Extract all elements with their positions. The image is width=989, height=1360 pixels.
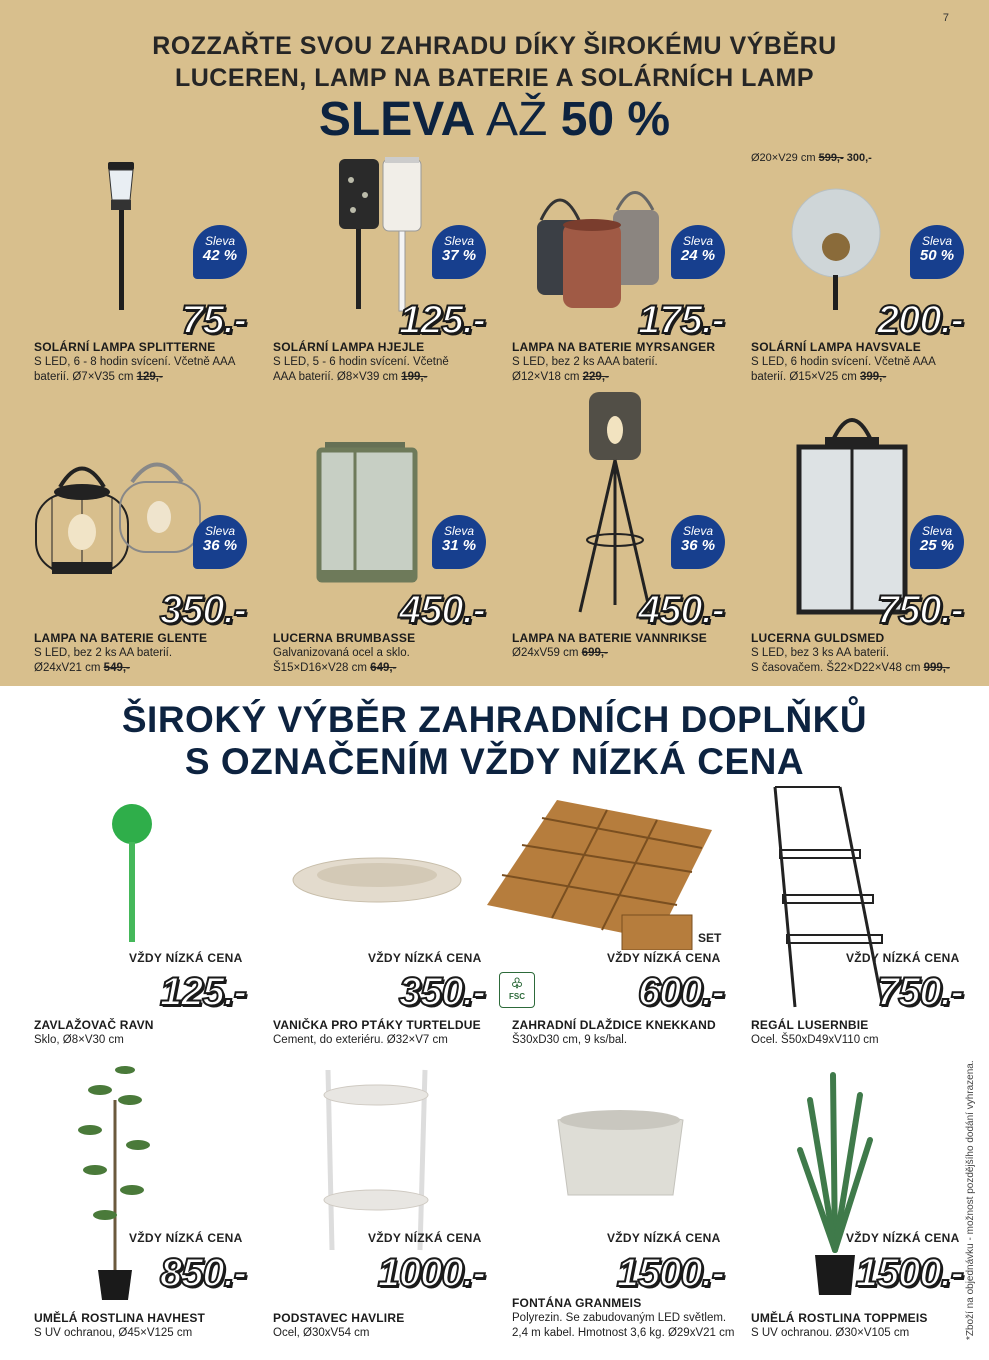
product-description [751,1033,989,1048]
original-price: 229,- [582,371,609,383]
discount-badge [671,515,725,569]
product-description [751,646,981,676]
sale-up-to: AŽ [475,93,561,146]
product-description-line-1: S LED, bez 2 ks AA baterií. [34,647,173,659]
product-name: LAMPA NA BATERIE MYRSANGER [512,340,716,354]
product-price: 1500.- [855,1251,963,1295]
discount-badge [910,515,964,569]
low-price-label: VŽDY NÍZKÁ CENA [368,1231,482,1245]
lantern-brumbasse-image [315,440,420,590]
product-description-line-2: Š15×D16×V28 cm [273,662,371,674]
discount-badge [193,225,247,279]
product-description-line-1: Cement, do exteriéru. Ø32×V7 cm [273,1034,448,1046]
product-description-line-1: Š30xD30 cm, 9 ks/bal. [512,1034,628,1046]
discount-badge-label: Sleva [204,234,236,248]
product-description-line-2: baterií. Ø7×V35 cm [34,371,137,383]
original-price: 399,- [860,371,887,383]
top-note [751,152,872,164]
lantern-guldsmed-image [795,405,910,615]
original-price: 699,- [581,647,608,659]
product-description [34,646,264,676]
discount-badge-label: Sleva [682,234,714,248]
sale-price: 75.- [181,298,246,342]
original-price: 649,- [370,662,397,674]
product-description [512,1311,752,1341]
discount-badge-percent: 36 % [202,537,238,554]
page-number: 7 [942,12,949,24]
discount-badge-percent: 25 % [919,537,955,554]
sale-price: 750.- [876,588,963,632]
section2-line-1: ŠIROKÝ VÝBĚR ZAHRADNÍCH DOPLŇKŮ [121,699,868,740]
original-price: 549,- [103,662,130,674]
product-name: ZAVLAŽOVAČ RAVN [34,1018,154,1032]
section2-line-2: S OZNAČENÍM VŽDY NÍZKÁ CENA [184,741,805,782]
product-description-line-1: Sklo, Ø8×V30 cm [34,1034,124,1046]
glass-globe-solar-lamp-image [790,185,885,315]
discount-badge [432,225,486,279]
plant-stand-image [320,1065,435,1255]
product-description-line-2: Ø24xV21 cm [34,662,104,674]
low-price-label: VŽDY NÍZKÁ CENA [846,1231,960,1245]
side-footnote: *Zboží na objednávku - možnost pozdějšího dodání vyhrazena. [965,1060,976,1340]
product-name: SOLÁRNÍ LAMPA HAVSVALE [751,340,921,354]
low-price-label: VŽDY NÍZKÁ CENA [846,951,960,965]
solar-lanterns-pair-image [335,155,430,315]
discount-badge [193,515,247,569]
discount-badge-label: Sleva [204,524,236,538]
tripod-lamp-vannrikse-image [575,390,655,615]
set-label: SET [698,931,722,945]
product-description [512,1033,752,1048]
discount-badge-percent: 50 % [919,247,955,264]
product-name: SOLÁRNÍ LAMPA HJEJLE [273,340,425,354]
sale-price: 200.- [876,298,963,342]
sale-price: 450.- [637,588,724,632]
product-description [273,646,503,676]
top-note-size: Ø20×V29 cm [751,152,819,164]
product-description-line-1: S LED, bez 2 ks AAA baterií. [512,356,658,368]
bird-bath-image [290,855,465,910]
product-description-line-1: Polyrezin. Se zabudovaným LED světlem. [512,1312,727,1324]
product-description-line-2: baterií. Ø15×V25 cm [751,371,860,383]
low-price-label: VŽDY NÍZKÁ CENA [368,951,482,965]
top-note-new-price: 300,- [843,152,872,164]
header-line-1: ROZZAŘTE SVOU ZAHRADU DÍKY ŠIROKÉMU VÝBĚRU [152,32,837,60]
product-price: 1000.- [377,1251,485,1295]
product-price: 600.- [637,970,724,1014]
sale-word: SLEVA [318,93,476,146]
sale-percent: 50 % [560,93,671,146]
product-name: SOLÁRNÍ LAMPA SPLITTERNE [34,340,216,354]
sale-price: 350.- [159,588,246,632]
low-price-label: VŽDY NÍZKÁ CENA [129,1231,243,1245]
product-description-line-1: Ocel. Š50xD49xV110 cm [751,1034,879,1046]
product-description-line-2: S časovačem. Š22×D22×V48 cm [751,662,924,674]
product-name: UMĚLÁ ROSTLINA HAVHEST [34,1311,206,1325]
sale-headline [0,92,989,148]
glass-watering-globe-image [110,802,155,947]
product-description [34,1326,274,1341]
product-description [273,1326,513,1341]
discount-badge [432,515,486,569]
product-price: 850.- [159,1251,246,1295]
product-name: UMĚLÁ ROSTLINA TOPPMEIS [751,1311,928,1325]
product-description-line-1: Ocel, Ø30xV54 cm [273,1327,370,1339]
fsc-logo: ♧ FSC [499,972,535,1008]
low-price-label: VŽDY NÍZKÁ CENA [607,951,721,965]
sale-price: 450.- [398,588,485,632]
product-description-line-1: S UV ochranou, Ø45×V125 cm [34,1327,193,1339]
product-description [751,1326,989,1341]
solar-stake-lamp-image [95,160,155,320]
product-description-line-1: Ø24xV59 cm [512,647,582,659]
product-description [273,355,503,385]
battery-lanterns-group-image [535,175,665,310]
product-description-line-1: S LED, bez 3 ks AA baterií. [751,647,890,659]
sale-price: 175.- [637,298,724,342]
original-price: 999,- [923,662,950,674]
discount-badge-percent: 36 % [680,537,716,554]
product-description-line-1: Galvanizovaná ocel a sklo. [273,647,410,659]
discount-badge-percent: 42 % [202,247,238,264]
original-price: 199,- [401,371,428,383]
fountain-image [553,1105,688,1200]
wire-lanterns-glente-image [32,452,207,580]
discount-badge-label: Sleva [921,524,953,538]
discount-badge-percent: 37 % [441,247,477,264]
discount-badge-label: Sleva [921,234,953,248]
discount-badge [671,225,725,279]
discount-badge-percent: 24 % [680,247,716,264]
product-description-line-1: S LED, 6 hodin svícení. Včetně AAA [751,356,936,368]
fsc-logo-label: FSC [509,992,525,1001]
product-description-line-2: 2,4 m kabel. Hmotnost 3,6 kg. Ø29xV21 cm [512,1327,735,1339]
product-description [34,355,264,385]
product-name: PODSTAVEC HAVLIRE [273,1311,405,1325]
product-name: FONTÁNA GRANMEIS [512,1296,642,1310]
product-name: LUCERNA BRUMBASSE [273,631,416,645]
product-name: LAMPA NA BATERIE VANNRIKSE [512,631,707,645]
product-name: LAMPA NA BATERIE GLENTE [34,631,208,645]
product-description [512,646,742,661]
low-price-label: VŽDY NÍZKÁ CENA [129,951,243,965]
product-description-line-1: S LED, 5 - 6 hodin svícení. Včetně [273,356,449,368]
discount-badge-label: Sleva [443,524,475,538]
product-name: REGÁL LUSERNBIE [751,1018,869,1032]
product-name: VANIČKA PRO PTÁKY TURTELDUE [273,1018,481,1032]
top-note-old-price: 599,- [818,152,844,164]
discount-badge [910,225,964,279]
product-description [512,355,742,385]
discount-badge-label: Sleva [682,524,714,538]
product-description [34,1033,274,1048]
product-price: 1500.- [616,1251,724,1295]
header-line-2: LUCEREN, LAMP NA BATERIE A SOLÁRNÍCH LAMP [174,64,815,92]
product-description-line-2: Ø12×V18 cm [512,371,583,383]
product-description [273,1033,513,1048]
wooden-deck-tiles-image [487,800,717,950]
product-description [751,355,981,385]
product-price: 350.- [398,970,485,1014]
sale-price: 125.- [398,298,485,342]
low-price-label: VŽDY NÍZKÁ CENA [607,1231,721,1245]
product-price: 750.- [876,970,963,1014]
product-name: ZAHRADNÍ DLAŽDICE KNEKKAND [512,1018,716,1032]
product-description-line-1: S LED, 6 - 8 hodin svícení. Včetně AAA [34,356,236,368]
discount-badge-label: Sleva [443,234,475,248]
product-price: 125.- [159,970,246,1014]
product-name: LUCERNA GULDSMED [751,631,885,645]
product-description-line-2: AAA baterií. Ø8×V39 cm [273,371,402,383]
original-price: 129,- [136,371,163,383]
discount-badge-percent: 31 % [441,537,477,554]
product-description-line-1: S UV ochranou. Ø30×V105 cm [751,1327,910,1339]
